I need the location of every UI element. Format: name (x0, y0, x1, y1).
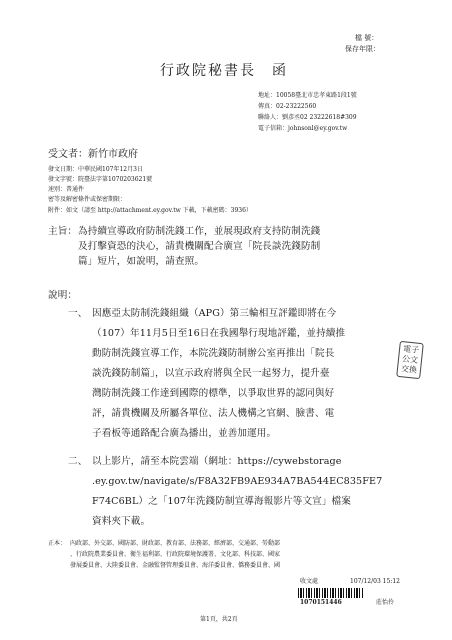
explanation-line: （107）年11月5日至16日在我國舉行現地評鑑，並持續推 (92, 328, 346, 339)
item-number: 一、 (68, 308, 88, 319)
receipt-label: 收文處 (300, 578, 319, 585)
email: 電子信箱：johnsonl@ey.gov.tw (258, 125, 348, 132)
explanation-line: 資料夾下載。 (92, 516, 151, 527)
receiver-name: 莊怡伶 (376, 599, 395, 606)
subject-line: 及打擊資恐的決心，請貴機關配合廣宣「院長談洗錢防制 (78, 241, 321, 252)
document-title: 行政院秘書長 函 (160, 63, 288, 79)
explanation-line: .ey.gov.tw/navigate/s/F8A32FB9AE934A7BA544EC835FE7 (92, 476, 383, 487)
explanation-line: 因應亞太防制洗錢組織（APG）第三輪相互評鑑即將在今 (92, 308, 337, 319)
barcode-number: 1070151446 (300, 599, 342, 606)
cc-line: 、行政院農業委員會、衛生福利部、行政院環境保護署、文化部、科技部、國家 (70, 551, 281, 558)
security-level: 密等及解密條件或保密期限： (48, 196, 127, 203)
fax: 傳真：02-23222560 (258, 103, 317, 110)
recipient: 受文者：新竹市政府 (48, 149, 138, 160)
explanation-label: 說明： (48, 290, 78, 301)
subject-label: 主旨： (48, 226, 78, 237)
explanation-line: 談洗錢防制篇」，以宣示政府將與全民一起努力，提升臺 (92, 368, 330, 379)
item-number: 二、 (68, 456, 88, 467)
keep-period-label: 保存年限： (345, 45, 380, 53)
page-number: 第1頁，共2頁 (200, 616, 238, 623)
stamp-line: 交換 (400, 364, 418, 375)
subject-line: 篇」短片，如說明，請查照。 (78, 256, 205, 267)
file-number-label: 檔 號： (355, 34, 379, 42)
address: 地址：10058臺北市忠孝東路1段1號 (258, 92, 357, 99)
explanation-line: 灣防制洗錢工作達到國際的標準，以爭取世界的認同與好 (92, 388, 335, 399)
issue-date: 發文日期：中華民國107年12月3日 (48, 166, 143, 173)
cc-line: 發展委員會、大陸委員會、金融監督管理委員會、海洋委員會、僑務委員會、國 (70, 562, 281, 569)
stamp-line: 電子 (402, 344, 420, 355)
explanation-line: F74C6BL）之「107年洗錢防制宣導海報影片等文宣」檔案 (92, 496, 351, 507)
explanation-line: 動防制洗錢宣導工作，本院洗錢防制辦公室再推出「院長 (92, 348, 335, 359)
cc-label: 正本： (48, 540, 67, 547)
cc-line: 內政部、外交部、國防部、財政部、教育部、法務部、經濟部、交通部、勞動部 (70, 540, 281, 547)
explanation-line: 子看板等通路配合廣為播出，並善加運用。 (92, 428, 277, 439)
document-number: 發文字號：院臺法字第1070203621號 (48, 176, 153, 183)
stamp-line: 公文 (401, 354, 419, 365)
speed: 速別：普通件 (48, 186, 85, 193)
attachment: 附件：如文（請至 http://attachment.ey.gov.tw 下載，下載密碼：3936） (48, 207, 252, 214)
explanation-line: 評，請貴機關及所屬各單位、法人機構之官網、臉書、電 (92, 408, 335, 419)
exchange-stamp (396, 341, 424, 379)
barcode (298, 588, 364, 598)
receipt-timestamp: 107/12/03 15:12 (350, 578, 400, 585)
explanation-line: 以上影片，請至本院雲端（網址：https://cywebstorage (92, 456, 342, 467)
subject-line: 為持續宣導政府防制洗錢工作，並展現政府支持防制洗錢 (78, 226, 321, 237)
contact-person: 聯絡人：劉彥丞02 23222618#309 (258, 114, 357, 121)
